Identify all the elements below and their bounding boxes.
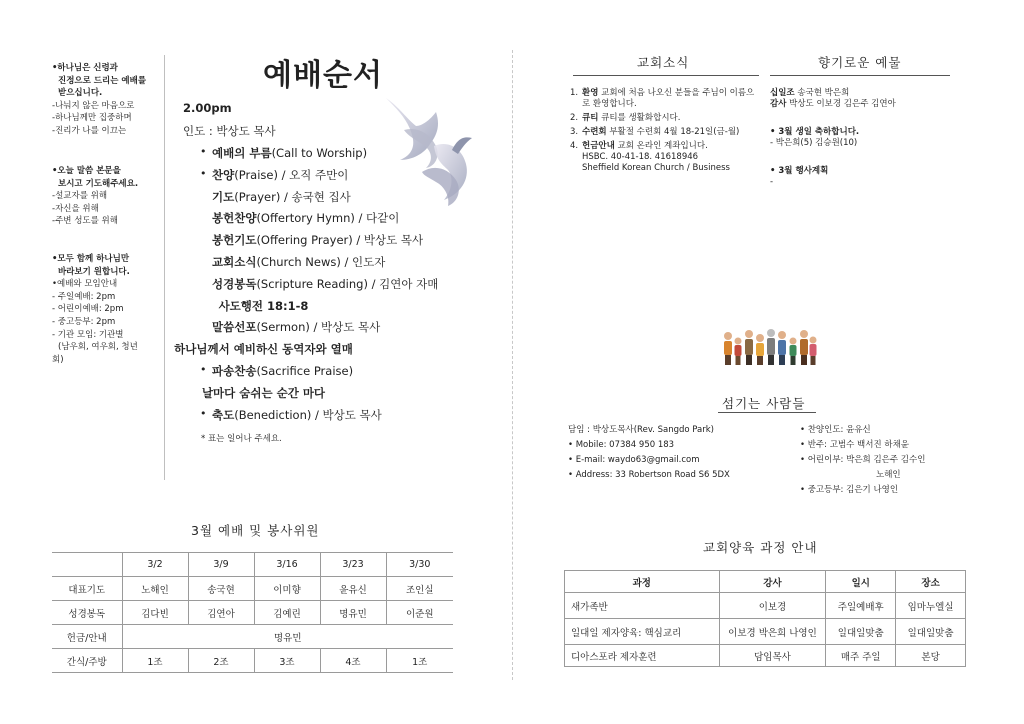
worship-order-text: 예배의 부름(Call to Worship) <box>212 146 368 160</box>
servant-line: • 반주: 고범수 백서진 하채윤 <box>800 440 910 450</box>
worship-time: 2.00pm <box>183 101 232 115</box>
worship-order-item <box>212 254 385 270</box>
table-header-row <box>565 571 966 593</box>
table-cell <box>52 553 122 577</box>
row-label: 간식/주방 <box>52 649 122 673</box>
family-illustration <box>722 328 818 368</box>
table-cell: 일대일 제자양육: 핵심교리 <box>565 619 720 645</box>
birthday-list: - 박은희(5) 김승원(10) <box>770 138 858 148</box>
table-cell: 이보경 박은희 나영인 <box>719 619 826 645</box>
header-cell: 일시 <box>826 571 896 593</box>
page-fold-divider <box>512 50 513 680</box>
table-cell-merged: 명유민 <box>122 625 453 649</box>
table-header-row <box>52 553 453 577</box>
table-cell: 1조 <box>122 649 188 673</box>
date-cell: 3/9 <box>188 553 254 577</box>
note-worship-spirit: •하나님은 신령과 진정으로 드리는 예배를 받으십니다. -나눠지 않은 마음으로 -하나님께만 집중하며 -진리가 나를 이끄는 <box>52 62 160 138</box>
worship-order-text: 봉헌찬양(Offertory Hymn) / 다같이 <box>212 211 400 226</box>
worship-order-item <box>0 341 512 357</box>
worship-order-item <box>200 406 382 423</box>
events-list: - <box>770 177 774 187</box>
header-cell: 강사 <box>719 571 826 593</box>
worship-order-text: 찬양(Praise) / 오직 주만이 <box>212 167 349 182</box>
worship-order-item <box>212 189 351 205</box>
table-row <box>565 645 966 667</box>
servants-title: 섬기는 사람들 <box>722 396 806 411</box>
note-pray-scripture: •오늘 말씀 본문을 보시고 기도해주세요. -설교자를 위해 -자신을 위해 -주변 성도를 위해 <box>52 165 160 228</box>
table-row <box>52 601 453 625</box>
note-head: •오늘 말씀 본문을 보시고 기도해주세요. <box>52 166 139 189</box>
date-cell: 3/30 <box>386 553 453 577</box>
worship-order-item <box>212 232 423 248</box>
email-line: • E-mail: waydo63@gmail.com <box>568 455 700 465</box>
table-cell: 3조 <box>254 649 320 673</box>
note-head: •모두 함께 하나님만 바라보기 원합니다. <box>52 254 130 277</box>
table-row <box>52 577 453 601</box>
bullet-icon: • <box>200 166 207 180</box>
worship-order-item <box>200 145 368 161</box>
note-meeting-info: •모두 함께 하나님만 바라보기 원합니다. •예배와 모임안내 - 주일예배: 2pm - 어린이예배: 2pm - 중고등부: 2pm - 기관 모임: 기관별 (남우회, 여우회, 청년 회) <box>52 253 160 366</box>
bullet-icon: • <box>200 145 207 158</box>
worship-order-text: 사도행전 18:1-8 <box>218 298 309 313</box>
date-cell: 3/16 <box>254 553 320 577</box>
birthday-title: • 3월 생일 축하합니다. <box>770 127 860 137</box>
table-cell: 이보경 <box>719 593 826 619</box>
pastor-line: 담임 : 박상도목사(Rev. Sangdo Park) <box>568 425 714 435</box>
worship-order-text: 봉헌기도(Offering Prayer) / 박상도 목사 <box>212 233 424 248</box>
table-cell: 디아스포라 제자훈련 <box>565 645 720 667</box>
worship-order-text: 교회소식(Church News) / 인도자 <box>212 255 386 269</box>
list-item: 1. 환영 교회에 처음 나오신 분들을 주님이 이름으로 환영합니다. <box>570 88 755 109</box>
march-duty-title: 3월 예배 및 봉사위원 <box>191 523 320 538</box>
worship-order-text: 기도(Prayer) / 송국현 집사 <box>212 189 351 204</box>
list-item: 2. 큐티 큐티를 생활화합시다. <box>570 113 681 123</box>
date-cell: 3/2 <box>122 553 188 577</box>
church-news-underline <box>573 75 759 76</box>
worship-order-item <box>212 319 380 335</box>
table-cell: 조인실 <box>386 577 453 601</box>
fragrant-offering-title: 향기로운 예물 <box>818 55 902 70</box>
fragrant-offering-list <box>770 88 950 188</box>
worship-order-text: 말씀선포(Sermon) / 박상도 목사 <box>212 320 381 335</box>
table-cell: 주일예배후 <box>826 593 896 619</box>
table-cell: 윤유신 <box>320 577 386 601</box>
people-icon <box>722 328 818 368</box>
date-cell: 3/23 <box>320 553 386 577</box>
worship-order-text: 날마다 숨쉬는 순간 마다 <box>201 385 326 400</box>
worship-order-item <box>212 210 399 226</box>
fragrant-offering-underline <box>770 75 950 76</box>
table-cell: 일대일맞춤 <box>896 619 966 645</box>
education-table <box>564 570 966 667</box>
worship-footnote: * 표는 일어나 주세요. <box>201 434 282 444</box>
servant-line: 노해인 <box>876 470 901 480</box>
servants-left <box>568 423 730 483</box>
table-cell: 노해인 <box>122 577 188 601</box>
table-row <box>52 649 453 673</box>
table-cell: 김다빈 <box>122 601 188 625</box>
table-cell: 이준원 <box>386 601 453 625</box>
worship-leader: 인도 : 박상도 목사 <box>183 124 276 138</box>
servant-line: • 어린이부: 박은희 김은주 김수인 <box>800 455 926 465</box>
table-cell: 명유민 <box>320 601 386 625</box>
address-line: • Address: 33 Robertson Road S6 5DX <box>568 470 730 480</box>
table-cell: 4조 <box>320 649 386 673</box>
worship-order-item <box>0 385 512 401</box>
bullet-icon: • <box>200 406 207 420</box>
table-cell: 새가족반 <box>565 593 720 619</box>
servants-right <box>800 423 925 498</box>
servant-line: • 중고등부: 김은기 나영인 <box>800 485 899 495</box>
note-head: •하나님은 신령과 진정으로 드리는 예배를 받으십니다. <box>52 63 147 99</box>
table-cell: 김연아 <box>188 601 254 625</box>
row-label: 대표기도 <box>52 577 122 601</box>
offering-line: 십일조 송국현 박은희 <box>770 88 850 98</box>
church-news-list <box>570 88 762 177</box>
table-cell: 임마누엘실 <box>896 593 966 619</box>
table-row <box>52 625 453 649</box>
list-item: 4. 헌금안내 교회 온라인 계좌입니다. HSBC. 40-41-18. 41618946 Sheffield Korean Church / Business <box>570 141 730 173</box>
mobile-line: • Mobile: 07384 950 183 <box>568 440 675 450</box>
table-cell: 송국현 <box>188 577 254 601</box>
offering-line: 감사 박상도 이보경 김은주 김연아 <box>770 99 896 109</box>
table-cell: 2조 <box>188 649 254 673</box>
table-cell: 김예린 <box>254 601 320 625</box>
worship-order-item <box>200 363 354 379</box>
worship-order-item <box>212 276 438 292</box>
list-item: 3. 수련회 부활절 수련회 4월 18-21일(금-월) <box>570 127 740 137</box>
bullet-icon: • <box>200 363 207 376</box>
table-row <box>565 593 966 619</box>
header-cell: 과정 <box>565 571 720 593</box>
table-cell: 1조 <box>386 649 453 673</box>
march-duty-table <box>52 552 453 673</box>
education-title: 교회양육 과정 안내 <box>703 540 818 555</box>
table-cell: 이미향 <box>254 577 320 601</box>
worship-order-text: 하나님께서 예비하신 동역자와 열매 <box>174 342 353 357</box>
worship-title: 예배순서 <box>263 58 383 93</box>
servants-underline <box>718 412 816 413</box>
worship-order-text: 축도(Benediction) / 박상도 목사 <box>212 407 382 422</box>
table-cell: 본당 <box>896 645 966 667</box>
dove-illustration <box>378 90 478 210</box>
worship-order-item <box>0 298 512 314</box>
events-title: • 3월 행사계획 <box>770 166 829 176</box>
table-cell: 매주 주일 <box>826 645 896 667</box>
worship-order-item <box>200 166 349 183</box>
row-label: 헌금/안내 <box>52 625 122 649</box>
church-news-title: 교회소식 <box>637 55 690 70</box>
dove-icon <box>378 90 478 210</box>
table-row <box>565 619 966 645</box>
worship-order-text: 성경봉독(Scripture Reading) / 김연아 자매 <box>212 276 439 291</box>
servant-line: • 찬양인도: 윤유신 <box>800 425 871 435</box>
worship-order-text: 파송찬송(Sacrifice Praise) <box>212 364 354 378</box>
table-cell: 담임목사 <box>719 645 826 667</box>
row-label: 성경봉독 <box>52 601 122 625</box>
table-cell: 일대일맞춤 <box>826 619 896 645</box>
sidebar-divider <box>164 55 165 480</box>
header-cell: 장소 <box>896 571 966 593</box>
